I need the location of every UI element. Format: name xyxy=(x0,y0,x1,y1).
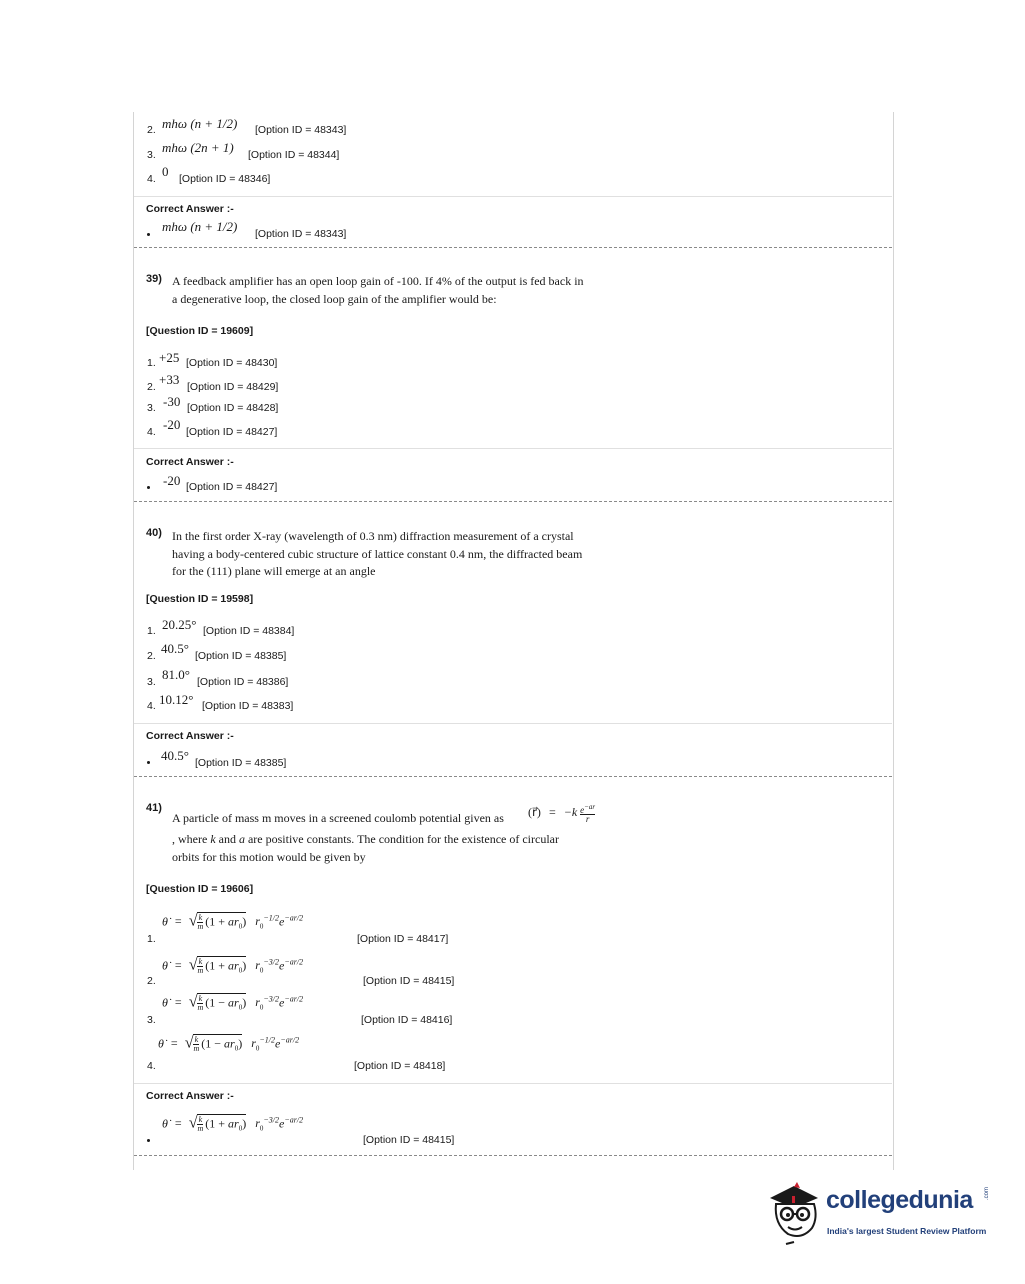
k-symbol: k xyxy=(198,1115,203,1124)
e-exponent: −ar xyxy=(284,1115,297,1125)
option-id: [Option ID = 48386] xyxy=(197,676,289,688)
option-id: [Option ID = 48430] xyxy=(186,357,278,369)
e-exponent-tail: /2 xyxy=(296,1115,304,1125)
equals-sign: = xyxy=(174,1116,182,1131)
r-symbol: r xyxy=(255,995,260,1010)
question-text-line: In the first order X-ray (wavelength of 0.3 nm) diffraction measurement of a crystal xyxy=(172,529,574,543)
e-exponent: −ar xyxy=(284,913,297,923)
question-number: 40) xyxy=(146,527,162,539)
subscript-zero: 0 xyxy=(238,1124,243,1133)
option-expression: 10.12° xyxy=(159,692,194,707)
r-exponent: −3/2 xyxy=(263,1115,279,1125)
theta-dot: θ̇ xyxy=(162,1116,168,1131)
e-symbol: e xyxy=(279,995,285,1010)
option-expression: mhω (n + 1/2) xyxy=(162,116,238,131)
m-symbol: m xyxy=(197,966,204,975)
e-exponent-tail: /2 xyxy=(292,1035,300,1045)
potential-lhs: (r⃗) xyxy=(528,804,541,819)
correct-answer-label: Correct Answer :- xyxy=(146,730,234,742)
e-symbol: e xyxy=(279,958,285,973)
option-number: 3. xyxy=(147,676,156,688)
answer-option-id: [Option ID = 48427] xyxy=(186,481,278,493)
option-id: [Option ID = 48384] xyxy=(203,625,295,637)
one: 1 xyxy=(209,1116,216,1131)
question-text-line: orbits for this motion would be given by xyxy=(172,850,366,864)
question-text-line: having a body-centered cubic structure of lattice constant 0.4 nm, the diffracted beam xyxy=(172,546,583,561)
potential-denominator: r xyxy=(580,814,595,823)
question-id: [Question ID = 19609] xyxy=(146,325,254,337)
option-formula: θ̇ = $√\frac{k}{m}$ $(1 - ar_0)$ $r_0^{-3/2}e^{-ar/2}$ xyxy=(162,993,304,1012)
option-id: [Option ID = 48427] xyxy=(186,426,278,438)
text-part: k xyxy=(210,832,216,846)
question-separator xyxy=(134,1155,892,1156)
r-exponent: −1/2 xyxy=(263,913,279,923)
question-number: 41) xyxy=(146,802,162,814)
subscript-zero: 0 xyxy=(259,1003,264,1012)
answer-option-id: [Option ID = 48385] xyxy=(195,757,287,769)
option-expression: 0 xyxy=(162,164,169,179)
option-id: [Option ID = 48428] xyxy=(187,402,279,414)
one: 1 xyxy=(205,1036,212,1051)
potential-exponent: −ar xyxy=(584,803,596,811)
a-r: ar xyxy=(228,1116,239,1131)
sign: − xyxy=(218,995,226,1010)
divider xyxy=(134,1083,892,1084)
r-symbol: r xyxy=(251,1036,256,1051)
option-number: 4. xyxy=(147,426,156,438)
text-part: , where xyxy=(172,832,211,846)
option-formula: θ̇ = $√\frac{k}{m}$ $(1 + ar_0)$ $r_0^{-1/2}e^{-ar/2}$ xyxy=(162,912,304,931)
a-r: ar xyxy=(228,914,239,929)
answer-option-id: [Option ID = 48343] xyxy=(255,228,347,240)
correct-answer-label: Correct Answer :- xyxy=(146,456,234,468)
k-symbol: k xyxy=(198,913,203,922)
k-symbol: k xyxy=(198,994,203,1003)
mascot-icon xyxy=(766,1178,822,1248)
divider xyxy=(134,448,892,449)
option-expression: mhω (2n + 1) xyxy=(162,140,234,155)
option-formula: θ̇ = $√\frac{k}{m}$ $(1 - ar_0)$ $r_0^{-1/2}e^{-ar/2}$ xyxy=(158,1034,300,1053)
question-separator xyxy=(134,247,892,248)
question-text-line: for the (111) plane will emerge at an angle xyxy=(172,564,376,578)
option-number: 1. xyxy=(147,357,156,369)
option-number: 2. xyxy=(147,381,156,393)
e-symbol: e xyxy=(275,1036,281,1051)
answer-bullet xyxy=(147,761,150,764)
option-id: [Option ID = 48346] xyxy=(179,173,271,185)
option-number: 4. xyxy=(147,173,156,185)
divider xyxy=(134,723,892,724)
subscript-zero: 0 xyxy=(259,922,264,931)
equals-sign: = xyxy=(174,995,182,1010)
subscript-zero: 0 xyxy=(259,1124,264,1133)
subscript-zero: 0 xyxy=(234,1044,239,1053)
r-exponent: −1/2 xyxy=(259,1035,275,1045)
sign: + xyxy=(218,1116,226,1131)
subscript-zero: 0 xyxy=(238,966,243,975)
answer-expression: mhω (n + 1/2) xyxy=(162,219,238,234)
sign: + xyxy=(218,958,226,973)
option-number: 1. xyxy=(147,933,156,945)
brand-tagline: India's largest Student Review Platform xyxy=(827,1226,987,1236)
option-number: 2. xyxy=(147,975,156,987)
answer-bullet xyxy=(147,233,150,236)
answer-option-id: [Option ID = 48415] xyxy=(363,1134,455,1146)
option-expression: 81.0° xyxy=(162,667,190,682)
potential-formula xyxy=(528,803,597,823)
e-exponent-tail: /2 xyxy=(296,994,304,1004)
question-text-line: A particle of mass m moves in a screened coulomb potential given as xyxy=(172,811,504,825)
one: 1 xyxy=(209,995,216,1010)
option-expression: -20 xyxy=(163,417,181,432)
m-symbol: m xyxy=(197,1003,204,1012)
subscript-zero: 0 xyxy=(238,1003,243,1012)
question-number: 39) xyxy=(146,273,162,285)
k-symbol: k xyxy=(198,957,203,966)
e-symbol: e xyxy=(279,1116,285,1131)
option-id: [Option ID = 48343] xyxy=(255,124,347,136)
text-part: are positive constants. The condition for the existence of circular xyxy=(244,832,559,846)
equals-sign: = xyxy=(170,1036,178,1051)
answer-expression: 40.5° xyxy=(161,748,189,763)
r-exponent: −3/2 xyxy=(263,994,279,1004)
answer-formula: θ̇ = $√\frac{k}{m}$ $(1 + ar_0)$ $r_0^{-3/2}e^{-ar/2}$ xyxy=(162,1114,304,1133)
option-expression: +33 xyxy=(159,372,180,387)
question-text-line xyxy=(172,831,559,849)
m-symbol: m xyxy=(193,1044,200,1053)
text-part: a xyxy=(238,832,245,846)
option-number: 3. xyxy=(147,149,156,161)
a-r: ar xyxy=(228,958,239,973)
theta-dot: θ̇ xyxy=(158,1036,164,1051)
option-id: [Option ID = 48417] xyxy=(357,933,449,945)
text-part: and xyxy=(215,832,239,846)
sign: − xyxy=(214,1036,222,1051)
option-id: [Option ID = 48418] xyxy=(354,1060,446,1072)
option-expression: 40.5° xyxy=(161,641,189,656)
e-exponent: −ar xyxy=(284,994,297,1004)
option-id: [Option ID = 48429] xyxy=(187,381,279,393)
equals-sign: = xyxy=(174,914,182,929)
potential-rhs: −k xyxy=(563,804,578,819)
option-expression: +25 xyxy=(159,350,180,365)
option-number: 2. xyxy=(147,650,156,662)
brand-name: collegedunia xyxy=(826,1186,973,1214)
e-symbol: e xyxy=(279,914,285,929)
answer-bullet xyxy=(147,486,150,489)
subscript-zero: 0 xyxy=(255,1044,260,1053)
correct-answer-label: Correct Answer :- xyxy=(146,1090,234,1102)
e-exponent-tail: /2 xyxy=(296,913,304,923)
answer-bullet xyxy=(147,1139,150,1142)
r-symbol: r xyxy=(255,1116,260,1131)
subscript-zero: 0 xyxy=(238,922,243,931)
option-number: 4. xyxy=(147,700,156,712)
option-formula: θ̇ = $√\frac{k}{m}$ $(1 + ar_0)$ $r_0^{-3/2}e^{-ar/2}$ xyxy=(162,956,304,975)
e-exponent: −ar xyxy=(280,1035,293,1045)
r-exponent: −3/2 xyxy=(263,957,279,967)
option-number: 1. xyxy=(147,625,156,637)
equals-sign: = xyxy=(548,804,556,819)
collegedunia-logo xyxy=(766,1178,996,1250)
question-id: [Question ID = 19598] xyxy=(146,593,254,605)
one: 1 xyxy=(209,914,216,929)
question-separator xyxy=(134,501,892,502)
equals-sign: = xyxy=(174,958,182,973)
answer-expression: -20 xyxy=(163,473,181,488)
option-number: 4. xyxy=(147,1060,156,1072)
option-expression: -30 xyxy=(163,394,181,409)
option-number: 2. xyxy=(147,124,156,136)
option-number: 3. xyxy=(147,1014,156,1026)
e-exponent-tail: /2 xyxy=(296,957,304,967)
option-number: 3. xyxy=(147,402,156,414)
subscript-zero: 0 xyxy=(259,966,264,975)
theta-dot: θ̇ xyxy=(162,914,168,929)
option-id: [Option ID = 48344] xyxy=(248,149,340,161)
question-id: [Question ID = 19606] xyxy=(146,883,254,895)
m-symbol: m xyxy=(197,922,204,931)
question-text-line: a degenerative loop, the closed loop gain of the amplifier would be: xyxy=(172,291,497,306)
option-id: [Option ID = 48415] xyxy=(363,975,455,987)
r-symbol: r xyxy=(255,958,260,973)
r-symbol: r xyxy=(255,914,260,929)
one: 1 xyxy=(209,958,216,973)
a-r: ar xyxy=(228,995,239,1010)
e-exponent: −ar xyxy=(284,957,297,967)
option-id: [Option ID = 48383] xyxy=(202,700,294,712)
question-text-line: A feedback amplifier has an open loop gain of -100. If 4% of the output is fed back in xyxy=(172,274,584,288)
theta-dot: θ̇ xyxy=(162,958,168,973)
correct-answer-label: Correct Answer :- xyxy=(146,203,234,215)
option-id: [Option ID = 48385] xyxy=(195,650,287,662)
potential-numerator: e xyxy=(580,805,585,815)
question-separator xyxy=(134,776,892,777)
k-symbol: k xyxy=(194,1035,199,1044)
option-expression: 20.25° xyxy=(162,617,197,632)
divider xyxy=(134,196,892,197)
m-symbol: m xyxy=(197,1124,204,1133)
brand-suffix: .com xyxy=(984,1186,990,1200)
theta-dot: θ̇ xyxy=(162,995,168,1010)
sign: + xyxy=(218,914,226,929)
a-r: ar xyxy=(224,1036,235,1051)
option-id: [Option ID = 48416] xyxy=(361,1014,453,1026)
